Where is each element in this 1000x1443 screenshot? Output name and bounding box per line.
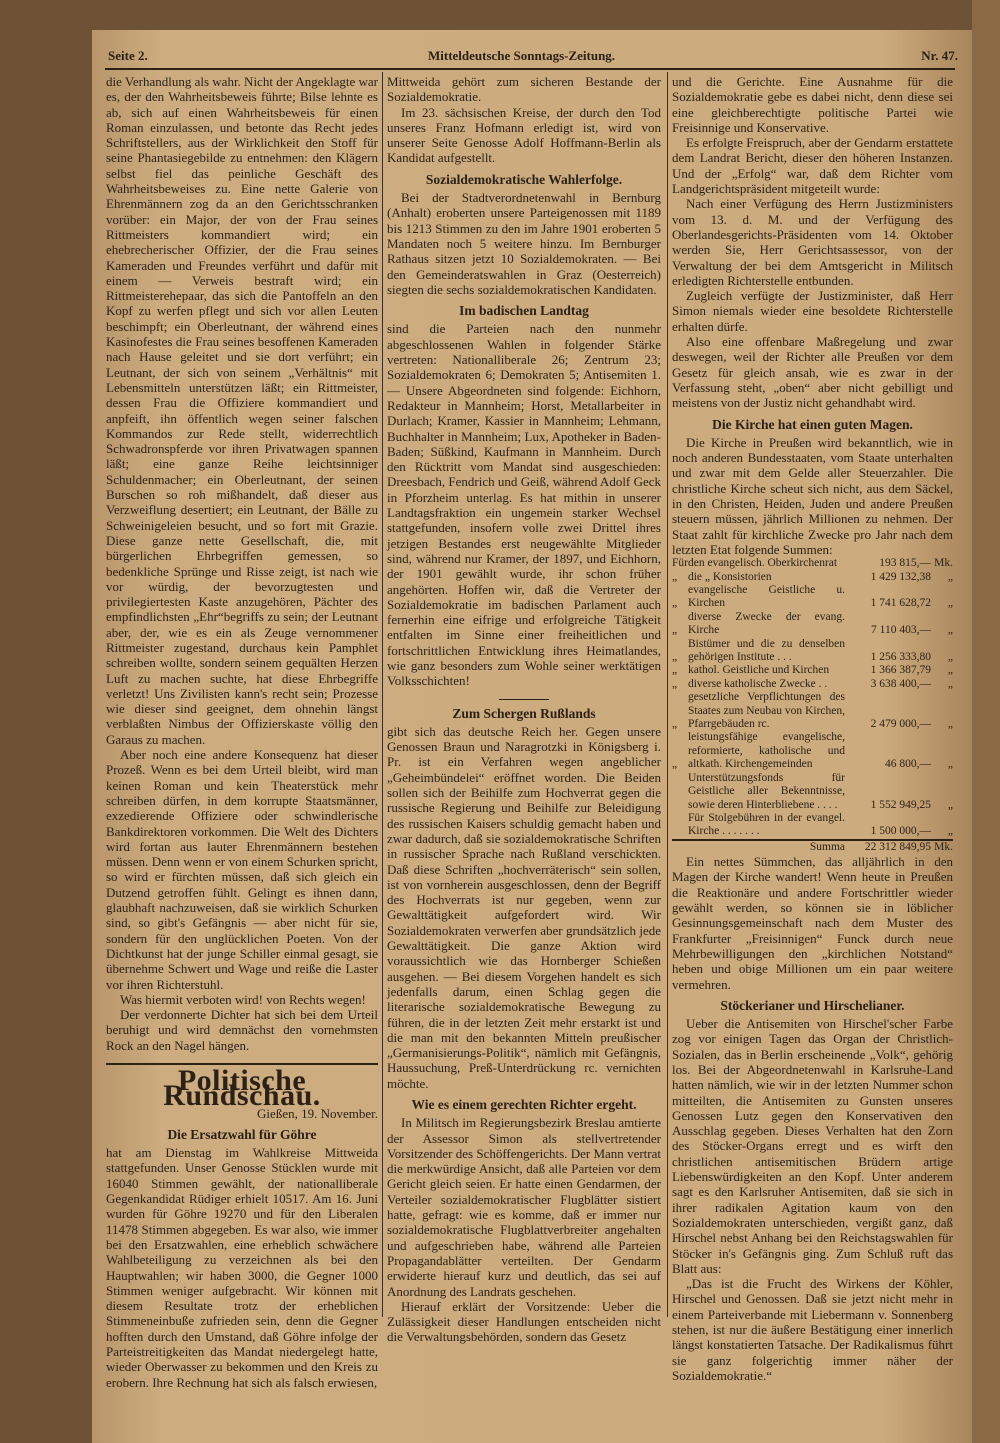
- row-prefix: Für: [672, 557, 688, 570]
- row-amount: 46 800,—: [885, 758, 931, 771]
- article-heading: Die Ersatzwahl für Göhre: [167, 1126, 317, 1142]
- article-heading: Zum Schergen Rußlands: [452, 705, 596, 721]
- row-label: diverse Zwecke der evang. Kirche: [687, 610, 845, 637]
- column-rule: [382, 72, 383, 1317]
- article-paragraph: sind die Parteien nach den nunmehr abgeschlossenen Wahlen in folgender Stärke vertreten: Nationalliberale 26; Zentrum 23; Sozialdemokraten 6; Demokraten 5; Antisemiten 1. — Unsere Abgeordneten sind folgende: Eichhorn, Redakteur in Mannheim; Horst, Metallarbeiter in Durlach; Kramer, Kassier in Mannheim; Lehmann, Buchhalter in Mannheim; Lux, Apotheker in Baden-Baden; Süßkind, Kaufmann in Mannheim. Durch den Rücktritt vom Mandat sind ausgeschieden: Dreesbach, Fendrich und Geiß, während Adolf Geck in Pforzheim unterlag. Es hat mithin in unserer Landtagsfraktion ein ungemein starker Wechsel stattgefunden, insofern volle zwei Drittel ihres jetzigen Bestandes erst neugewählte Mitglieder sind, während nur Kramer, der 1897, und Eichhorn, der 1901 gewählt wurde, ihr schon früher angehörten. Hoffen wir, daß die Vertreter der Sozialdemokratie im badischen Parlament auch fernerhin eine eifrige und erfolgreiche Tätigkeit entfalten im Sinne einer freiheitlichen und fortschrittlichen Entwicklung ihres Heimatlandes, wie ganz besonders zum Wohle seiner werktätigen Volksschichten!: [387, 321, 661, 689]
- row-amount: 193 815,—: [879, 557, 931, 570]
- article-heading: Sozialdemokratische Wahlerfolge.: [425, 171, 623, 187]
- table-row: [672, 812, 953, 840]
- article-paragraph: Es erfolgte Freispruch, aber der Gendarm erstattete dem Landrat Bericht, dieser den höheren Instanzen. Und der „Erfolg“ war, daß dem Richter vom Landgerichtspräsident mitgeteilt wurde:: [672, 135, 953, 197]
- table-row: [672, 731, 953, 771]
- row-prefix: „: [672, 597, 678, 610]
- row-label: evangelische Geistliche u. Kirchen: [687, 584, 845, 610]
- column-1: [106, 74, 378, 1390]
- row-amount: 2 479 000,—: [870, 718, 931, 731]
- article-paragraph: Im 23. sächsischen Kreise, der durch den Tod unseres Franz Hofmann erledigt ist, wird von unserer Seite Genosse Adolf Hoffmann-Berlin als Kandidat aufgestellt.: [387, 104, 661, 166]
- issue-number: Nr. 47.: [921, 48, 958, 63]
- article-paragraph: Hierauf erklärt der Vorsitzende: Ueber die Zulässigkeit dieser Handlungen entscheiden nicht die Verwaltungsbehörden, sondern das Gesetz: [387, 1298, 661, 1345]
- row-prefix: „: [672, 664, 678, 677]
- article-paragraph: Mittweida gehört zum sicheren Bestande der Sozialdemokratie.: [387, 74, 661, 105]
- sum-label: Summa: [688, 840, 845, 854]
- row-unit: Mk.: [934, 557, 953, 570]
- newspaper-title: Mitteldeutsche Sonntags-Zeitung.: [428, 48, 616, 63]
- row-unit: „: [947, 677, 953, 690]
- row-amount: 1 429 132,38: [870, 570, 931, 583]
- row-unit: „: [947, 718, 953, 731]
- article-heading: Im badischen Landtag: [459, 303, 589, 319]
- table-row: [672, 557, 953, 570]
- table-row: [672, 772, 953, 812]
- row-unit: „: [947, 651, 953, 664]
- article-paragraph: und die Gerichte. Eine Ausnahme für die Sozialdemokratie gebe es dabei nicht, denn diese sei eine gleichberechtigte politische Partei wie Freisinnige und Konservative.: [672, 74, 953, 135]
- row-label: Für Stolgebühren in der evangel. Kirche . . . . . . .: [687, 811, 845, 838]
- article-heading: Wie es einem gerechten Richter ergeht.: [411, 1097, 637, 1112]
- row-label: gesetzliche Verpflichtungen des Staates zum Neubau von Kirchen, Pfarrgebäuden rc.: [687, 691, 845, 731]
- section-title: Politische Rundschau.: [163, 1064, 321, 1113]
- row-label: kathol. Geistliche und Kirchen: [687, 664, 830, 677]
- column-rule: [667, 72, 668, 1317]
- article-separator: [499, 699, 549, 700]
- row-prefix: „: [672, 718, 678, 731]
- table-row: [672, 571, 953, 584]
- article-paragraph: Aber noch eine andere Konsequenz hat dieser Prozeß. Wenn es bei dem Urteil bleibt, wird man keinen Roman und kein Theaterstück mehr schreiben dürfen, in dem korrupte Staatsmänner, exzedierende Offiziere oder schwindlerische Bankdirektoren vorkommen. Die Welt des Dichters wird fortan aus lauter Ehrenmännern bestehen müssen. Denn wenn er von einem Schurken spricht, so wird er fürchten müssen, daß sich gleich ein Dutzend getroffen fühlt. Gelingt es ihnen dann, glaubhaft nachzuweisen, daß sie wirklich Schurken sind, so gibt's Gefängnis — aber nicht für sie, sondern für den unglücklichen Poeten. Von der Dichtkunst hat der junge Schiller einmal gesagt, sie übernehme Schwert und Wage und reiße die Laster vor ihren Richterstuhl.: [106, 747, 378, 992]
- row-prefix: „: [672, 677, 678, 690]
- article-paragraph: Der verdonnerte Dichter hat sich bei dem Urteil beruhigt und wird demnächst den vornehmsten Rock an den Nagel hängen.: [106, 1007, 378, 1053]
- row-amount: 3 638 400,—: [870, 677, 931, 690]
- row-label: Bistümer und die zu denselben gehörigen Institute . . .: [687, 637, 845, 664]
- row-unit: „: [947, 570, 953, 583]
- row-amount: 1 741 628,72: [870, 597, 931, 610]
- sum-unit: Mk.: [931, 840, 953, 854]
- article-paragraph: Die Kirche in Preußen wird bekanntlich, wie in noch anderen Bundesstaaten, vom Staate unterhalten und zwar mit dem Gelde aller Steuerzahler. Die christliche Kirche scheut sich nicht, aus dem Säckel, in den Christen, Heiden, Juden und andere Preußen steuern müssen, jährlich Millionen zu nehmen. Der Staat zahlt für kirchliche Zwecke pro Jahr nach dem letzten Etat folgende Summen:: [672, 434, 953, 557]
- column-2: [387, 74, 661, 1345]
- table-row: [672, 638, 953, 665]
- row-label: die „ Konsistorien: [687, 570, 772, 583]
- row-label: leistungsfähige evangelische, reformierte, katholische und altkath. Kirchengemeinden: [687, 731, 845, 771]
- table-row: [672, 664, 953, 677]
- sum-amount: 22 312 849,95: [845, 840, 931, 854]
- sum-row: [672, 840, 953, 854]
- article-paragraph: Zugleich verfügte der Justizminister, daß Herr Simon niemals wieder eine besoldete Richterstelle erhalten dürfe.: [672, 288, 953, 334]
- article-paragraph: Nach einer Verfügung des Herrn Justizministers vom 13. d. M. und der Verfügung des Oberlandesgerichts-Präsidenten vom 14. Oktober werden Sie, Herr Gerichtsassessor, von der Verwaltung der bei dem Amtsgericht in Militsch erledigten Richterstelle entbunden.: [672, 196, 953, 288]
- table-row: [672, 691, 953, 731]
- article-paragraph: gibt sich das deutsche Reich her. Gegen unsere Genossen Braun und Naragrotzki in Königsberg i. Pr. ist ein Verfahren wegen angeblicher „Geheimbündelei“ eröffnet worden. Die Beiden sollen sich der Beihilfe zum Hochverrat gegen die russische Regierung und Beihilfe zur Beleidigung des russischen Kaisers schuldig gemacht haben und zwar dadurch, daß sie sozialdemokratische Schriften in russischer Sprache nach Rußland verschickten. Daß diese Schriften „hochverräterisch“ sein sollen, ist von vornherein ausgeschlossen, denn der Begriff des Hochverrats ist nur gegeben, wenn zur Gewalttätigkeit aufgefordert wird. Wir Sozialdemokraten verwerfen aber grundsätzlich jede Gewalttätigkeit. Die ganze Aktion wird voraussichtlich wie das Hornberger Schießen ausgehen. — Bei diesem Vorgehen handelt es sich jedenfalls darum, einen Schlag gegen die literarische sozialdemokratische Bewegung zu führen, die in der letzten Zeit mehr erstarkt ist und die man mit den bekannten Mitteln preußischer „Germanisierungs-Politik“, nämlich mit Gefängnis, Haussuchung, Preß-Unterdrückung rc. vernichten möchte.: [387, 723, 661, 1091]
- article-heading: Stöckerianer und Hirschelianer.: [720, 997, 905, 1013]
- table-row: [672, 678, 953, 691]
- row-prefix: „: [672, 570, 678, 583]
- row-amount: 1 366 387,79: [870, 664, 931, 677]
- row-amount: 1 256 333,80: [870, 651, 931, 664]
- row-unit: „: [947, 597, 953, 610]
- page-edge: [972, 0, 1000, 1443]
- row-label: diverse katholische Zwecke . .: [687, 677, 828, 690]
- header-rule: [105, 68, 955, 70]
- article-paragraph: In Militsch im Regierungsbezirk Breslau amtierte der Assessor Simon als stellvertretender Vorsitzender des Schöffengerichts. Der Mann vertrat die merkwürdige Ansicht, daß alle Parteien vor dem Gericht gleich seien. Er hatte einen Gendarmen, der Verteiler sozialdemokratischer Flugblätter sistiert hatte, gefragt: wie es komme, daß er immer nur sozialdemokratische Flugblattverbreiter angehalten und aufgeschrieben habe, während alle Parteien Propagandablätter verteilten. Der Gendarm erwiderte hierauf kurz und deutlich, das sei auf Anordnung des Landrats geschehen.: [387, 1115, 661, 1299]
- row-prefix: „: [672, 624, 678, 637]
- row-label: den evangelisch. Oberkirchenrat: [687, 557, 838, 570]
- article-paragraph: Was hiermit verboten wird! von Rechts wegen!: [120, 991, 366, 1007]
- row-amount: 1 500 000,—: [870, 825, 931, 838]
- row-unit: „: [947, 758, 953, 771]
- article-paragraph: Bei der Stadtverordnetenwahl in Bernburg (Anhalt) eroberten unsere Parteigenossen mit 1189 bis 1213 Stimmen zu den im Jahre 1901 eroberten 5 Mandaten noch 5 weitere hinzu. Im Bernburger Rathaus sitzen jetzt 10 Sozialdemokraten. — Bei den Gemeinderatswahlen in Graz (Oesterreich) siegten die sechs sozialdemokratischen Kandidaten.: [387, 190, 661, 297]
- row-amount: 1 552 949,25: [870, 798, 931, 811]
- row-unit: „: [947, 825, 953, 838]
- church-expenses-table: [672, 557, 953, 854]
- row-prefix: [672, 812, 688, 840]
- article-paragraph: hat am Dienstag im Wahlkreise Mittweida stattgefunden. Unser Genosse Stücklen wurde mit 16040 Stimmen gewählt, der nationalliberale Gegenkandidat Rüdiger erhielt 10517. Am 16. Juni wurden für Göhre 19270 und für den Liberalen 11478 Stimmen abgegeben. Es war also, wie immer bei den Ersatzwahlen, eine erheblich schwächere Wahlbeteiligung zu verzeichnen als bei den Hauptwahlen; wir haben 3000, die Gegner 1000 Stimmen weniger aufgebracht. Wir können mit diesem Resultate trotz der erheblichen Stimmeneinbuße zufrieden sein, denn die Gegner hofften durch den Umstand, daß Göhre infolge der Parteistreitigkeiten das Mandat niedergelegt hatte, wieder Oberwasser zu bekommen und den Kreis zu erobern. Ihre Rechnung hat sich als falsch erwiesen,: [106, 1145, 378, 1390]
- page-label: Seite 2.: [108, 48, 148, 63]
- row-unit: „: [947, 798, 953, 811]
- row-prefix: [672, 772, 688, 812]
- article-heading: Die Kirche hat einen guten Magen.: [712, 416, 913, 432]
- article-paragraph: „Das ist die Frucht des Wirkens der Köhler, Hirschel und Genossen. Daß sie jetzt nicht mehr in einem Parteiverbande mit Liebermann v. Sonnenberg stehen, ist nur die äußere Bestätigung einer innerlich längst konstatierten Tatsache. Der Radikalismus führt sie ganz folgerichtig immer näher der Sozialdemokratie.“: [672, 1276, 953, 1383]
- table-row: [672, 584, 953, 611]
- row-amount: 7 110 403,—: [871, 624, 931, 637]
- article-paragraph: die Verhandlung als wahr. Nicht der Angeklagte war es, der den Wahrheitsbeweis führte; Bilse lehnte es ab, sich auf einen Wahrheitsbeweis für einen Roman einzulassen, und betonte das Recht jedes Schriftstellers, aus der Wirklichkeit den Stoff für seine Phantasiegebilde zu entnehmen: den Klägern selbst fiel das peinliche Geschäft des Wahrheitsbeweises zu. Eine nette Galerie von Ehrenmännern zog da an den Gerichtsschranken vorüber: ein Major, der von der Frau seines Rittmeisters kommandiert wird; ein ehebrecherischer Offizier, der die Frau seines Kameraden und Freundes verführt und dafür mit einem — Verweis bestraft wird; ein Rittmeisterehepaar, das sich die Pantoffeln an den Kopf zu werfen pflegt und sich vor allen Leuten beschimpft; ein Oberleutnant, der während eines Kasinofestes die Frau seines besoffenen Kameraden nach Hause geleitet und sie dort verführt; ein Leutnant, der sich von seinem „Verhältnis“ mit Lebensmitteln unterstützen läßt; ein Rittmeister, dessen Frau die Offiziere kommandiert und anpfeift, ihn öffentlich wegen seiner falschen Kommandos zur Rede stellt, widerrechtlich Schwadronspferde vor ihren Privatwagen spannen läßt; eine ganze Reihe leichtsinniger Schuldenmacher; ein Oberleutnant, der seinen Burschen so roh mißhandelt, daß dieser aus Verzweiflung desertiert; ein Leutnant, der Bälle zu Schweinigeleien besucht, und so fort mit Grazie. Diese ganze nette Gesellschaft, die, mit bürgerlichen Ehrbegriffen gemessen, so bedenkliche Sprünge und Risse zeigt, ist nach wie vor würdig, der bevorzugtesten und privilegiertesten Kaste anzugehören, Pächter des empfindlichsten „Ehr“begriffs zu sein; der Leutnant aber, der, wie es ein als Zeuge vernommener Rittmeister zugestand, durchaus kein Pamphlet schreiben wollte, sondern seinem gequälten Herzen Luft zu machen suchte, hat diese Ehrbegriffe verletzt! Uns Zivilisten kann's recht sein; Prozesse wie dieser sind geeignet, dem ohnehin längst verblaßten Nimbus der Offizierskaste völlig den Garaus zu machen.: [106, 74, 378, 747]
- row-unit: „: [947, 664, 953, 677]
- page-header: [108, 48, 958, 66]
- dateline: Gießen, 19. November.: [257, 1105, 378, 1121]
- table-row: [672, 611, 953, 638]
- article-paragraph: Ein nettes Sümmchen, das alljährlich in den Magen der Kirche wandert! Wenn heute in Preußen die Reaktionäre und andere Fortschrittler wieder gewählt werden, so können sie in löblicher Gesinnungsgemeinschaft nach dem Muster des Frankfurter „Freisinnigen“ Funck durch neue Mehrbewilligungen den „kirchlichen Notstand“ heben und obige Millionen um ein paar weitere vermehren.: [672, 854, 953, 992]
- row-prefix: „: [672, 758, 678, 771]
- row-prefix: „: [672, 651, 678, 664]
- column-3: [672, 74, 953, 1383]
- article-paragraph: Ueber die Antisemiten von Hirschel'scher Farbe zog vor einigen Tagen das Organ der Christlich-Sozialen, das in Berlin erscheinende „Volk“, gehörig los. Bei der Abgeordnetenwahl in Karlsruhe-Land hatten nämlich, wie wir in der letzten Nummer schon mitteilten, die Antisemiten zu Gunsten unseres Genossen Lutz gegen den Konservativen den Ausschlag gegeben. Dieses Verhalten hat den Zorn des Stöcker-Organs erregt und es wirft den christlichen antisemitischen Brüdern artige Liebenswürdigkeiten an den Kopf. Unter anderem sagt es den Karlsruher Antisemiten, daß sie sich in ihrer radikalen Agitation kaum von den Sozialdemokraten unterschieden, vergißt ganz, daß Hirschel nebst Anhang bei den Reichstagswahlen für Stöcker in's Gefängnis ging. Zum Schluß ruft das Blatt aus:: [672, 1016, 953, 1276]
- row-label: Unterstützungsfonds für Geistliche aller Bekenntnisse, sowie deren Hinterbliebene . . . .: [687, 771, 845, 811]
- article-paragraph: Also eine offenbare Maßregelung und zwar deswegen, weil der Richter alle Preußen vor dem Gesetz für gleich ansah, wie es zwar in der Verfassung steht, „oben“ aber nicht gebilligt und meistens von der Justiz nicht gehandhabt wird.: [672, 334, 953, 411]
- row-unit: „: [947, 624, 953, 637]
